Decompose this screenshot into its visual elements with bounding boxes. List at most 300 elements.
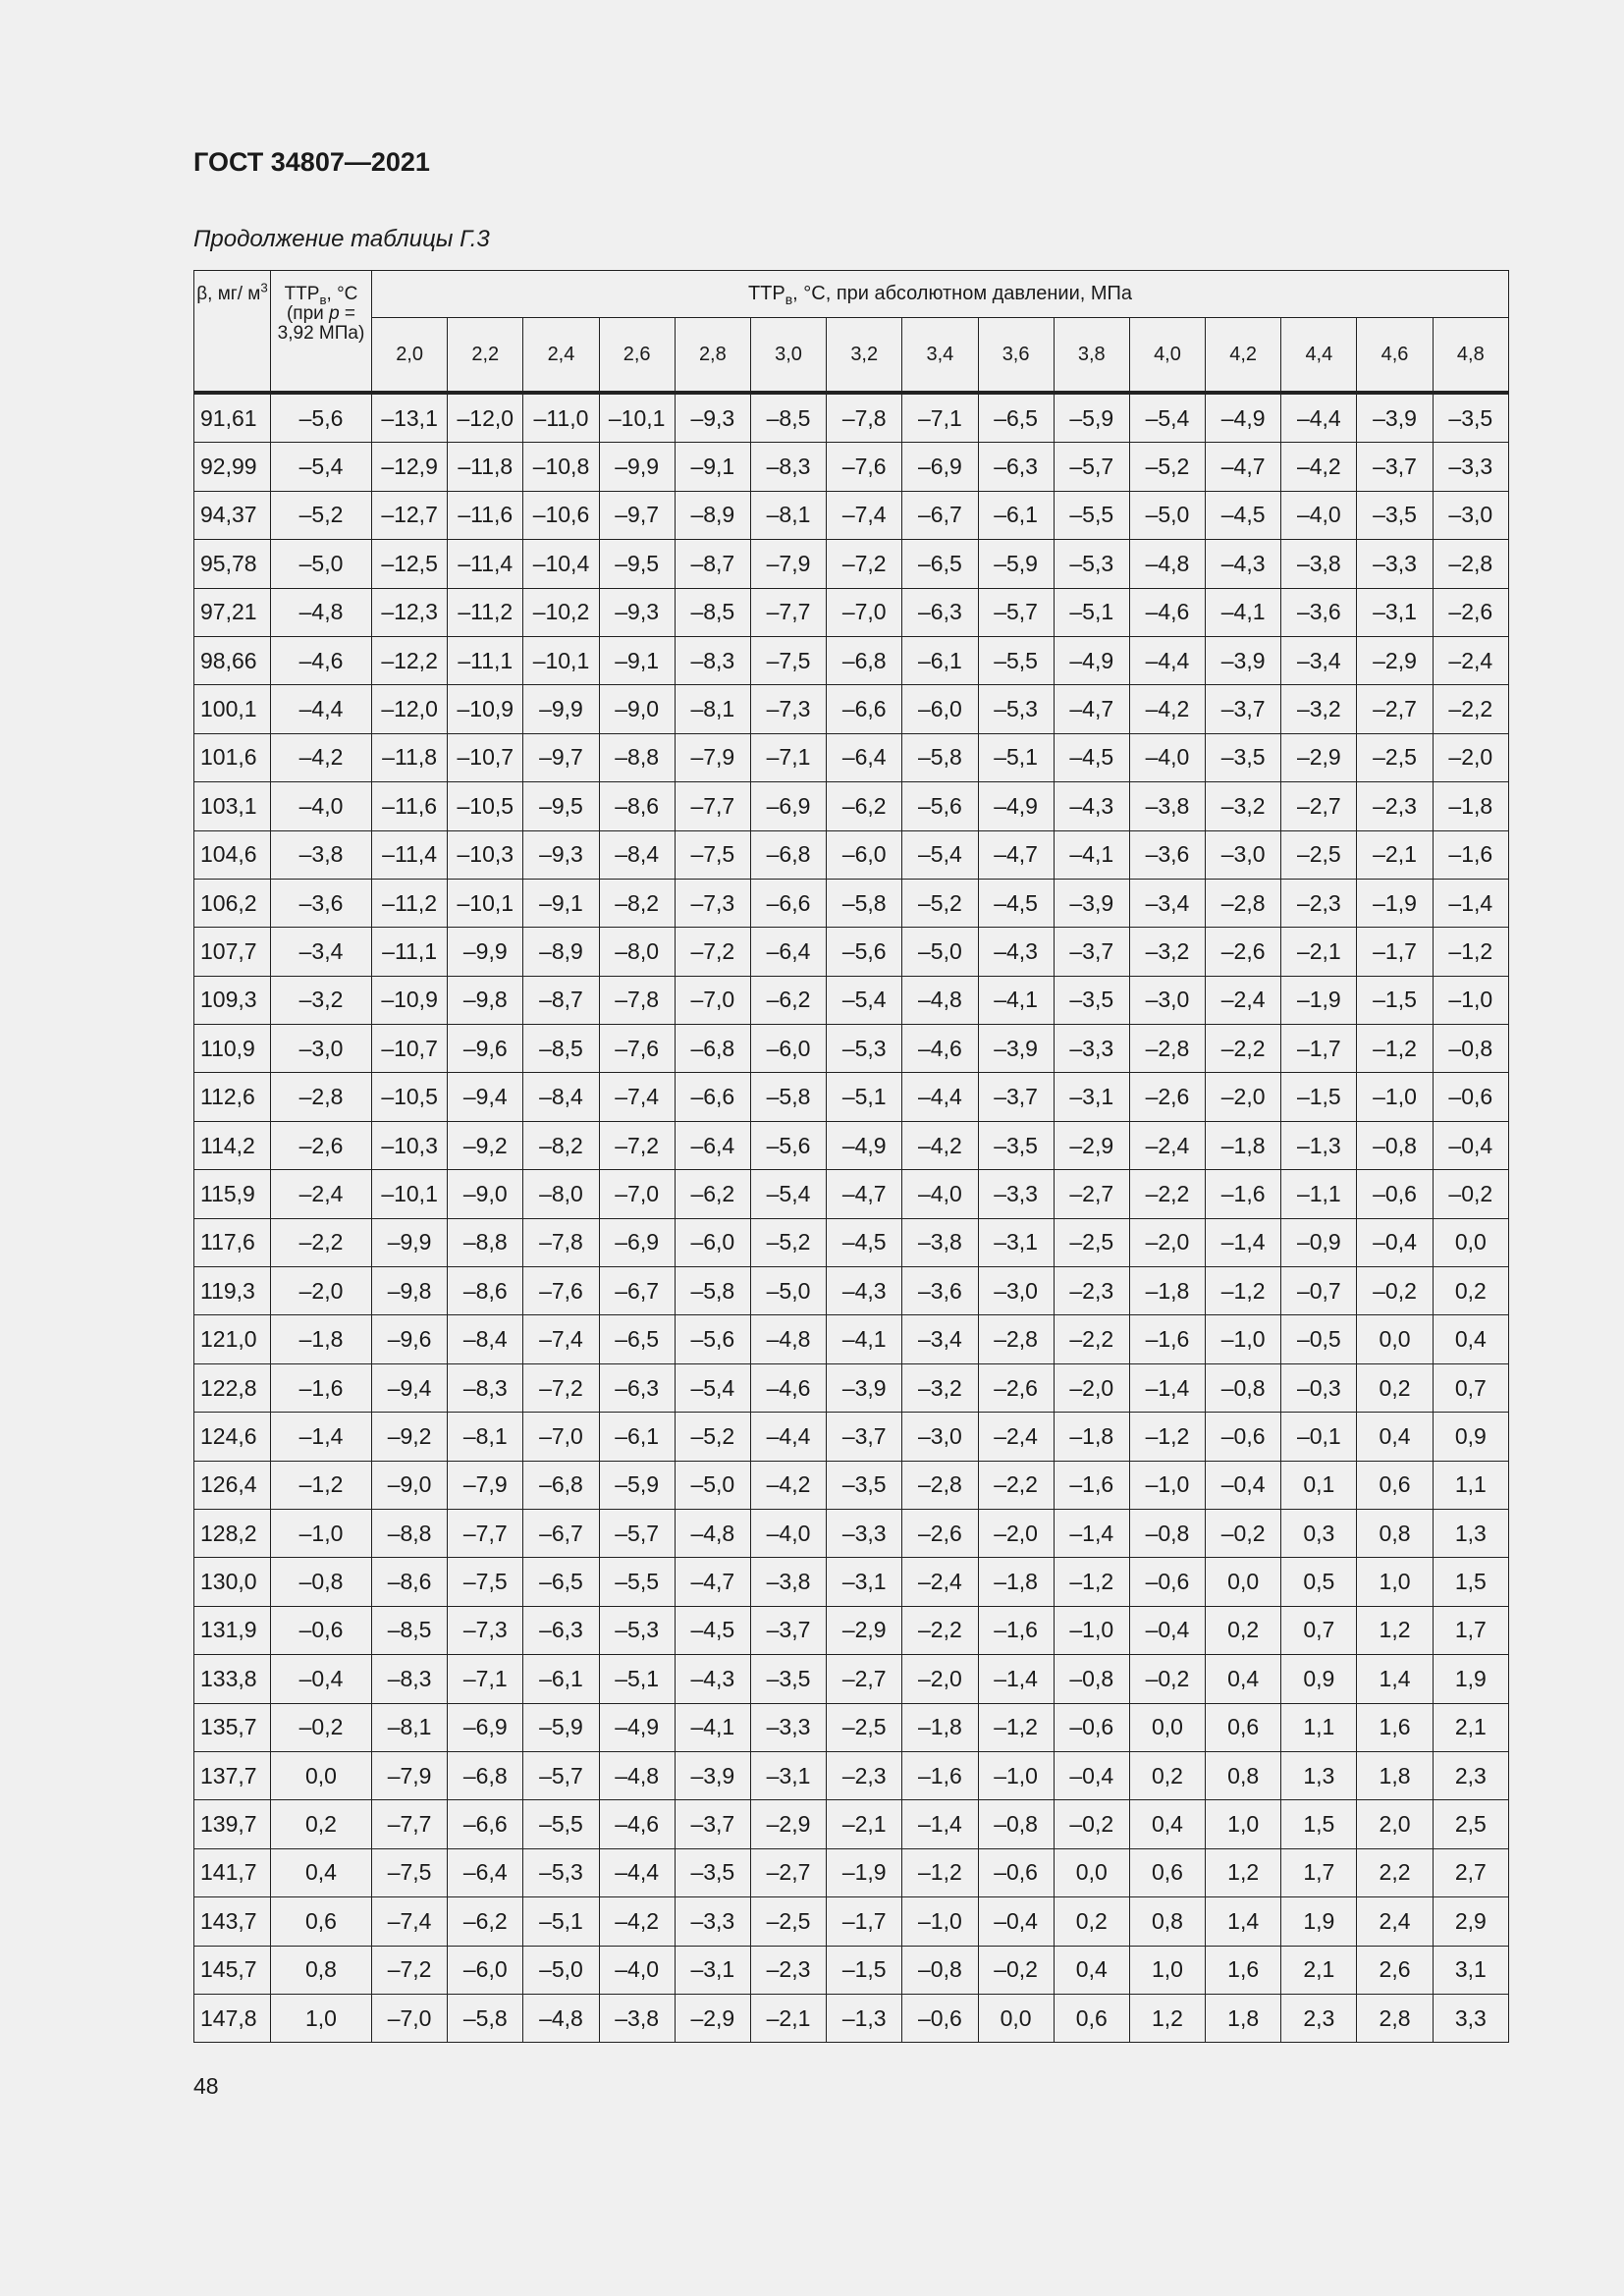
pressure-value-cell: –0,4 bbox=[1129, 1606, 1205, 1654]
pressure-value-cell: 0,4 bbox=[1433, 1315, 1508, 1363]
pressure-value-cell: –7,4 bbox=[372, 1897, 448, 1946]
pressure-value-cell: –2,7 bbox=[750, 1848, 826, 1896]
pressure-value-cell: –7,2 bbox=[599, 1121, 675, 1169]
pressure-value-cell: –9,7 bbox=[599, 491, 675, 539]
pressure-value-cell: –7,6 bbox=[599, 1025, 675, 1073]
pressure-value-cell: –7,6 bbox=[827, 443, 902, 491]
table-row bbox=[194, 1897, 1509, 1946]
pressure-value-cell: –4,0 bbox=[750, 1509, 826, 1557]
pressure-value-cell: –9,9 bbox=[448, 928, 523, 976]
pressure-value-cell: 0,2 bbox=[1357, 1363, 1433, 1412]
pressure-value-cell: –9,5 bbox=[599, 540, 675, 588]
pressure-value-cell: –3,2 bbox=[1206, 782, 1281, 830]
pressure-value-cell: 1,5 bbox=[1433, 1558, 1508, 1606]
pressure-header-cell: 3,0 bbox=[750, 318, 826, 394]
pressure-value-cell: –3,4 bbox=[1129, 879, 1205, 927]
pressure-value-cell: 1,8 bbox=[1206, 1994, 1281, 2042]
pressure-value-cell: –1,5 bbox=[1357, 976, 1433, 1024]
pressure-value-cell: –2,3 bbox=[1281, 879, 1357, 927]
ttp-label-rest: , °С (при bbox=[286, 284, 358, 324]
pressure-value-cell: –6,0 bbox=[827, 830, 902, 879]
table-row bbox=[194, 928, 1509, 976]
ttp-cell: –1,2 bbox=[271, 1461, 372, 1509]
pressure-value-cell: –4,2 bbox=[750, 1461, 826, 1509]
pressure-value-cell: 2,7 bbox=[1433, 1848, 1508, 1896]
pressure-header-cell: 2,0 bbox=[372, 318, 448, 394]
pressure-value-cell: –5,0 bbox=[1129, 491, 1205, 539]
pressure-value-cell: –2,6 bbox=[1206, 928, 1281, 976]
pressure-value-cell: 0,7 bbox=[1433, 1363, 1508, 1412]
beta-cell: 112,6 bbox=[194, 1073, 271, 1121]
pressure-value-cell: –2,0 bbox=[1206, 1073, 1281, 1121]
table-row bbox=[194, 1703, 1509, 1751]
pressure-value-cell: –0,8 bbox=[1129, 1509, 1205, 1557]
pressure-value-cell: 1,2 bbox=[1206, 1848, 1281, 1896]
pressure-value-cell: –7,6 bbox=[523, 1267, 599, 1315]
pressure-value-cell: –1,4 bbox=[1206, 1218, 1281, 1266]
pressure-value-cell: –8,2 bbox=[599, 879, 675, 927]
pressure-value-cell: –12,5 bbox=[372, 540, 448, 588]
table-row bbox=[194, 1558, 1509, 1606]
table-row bbox=[194, 1267, 1509, 1315]
pressure-value-cell: –4,8 bbox=[902, 976, 978, 1024]
pressure-value-cell: –0,8 bbox=[1206, 1363, 1281, 1412]
table-row bbox=[194, 1170, 1509, 1218]
pressure-value-cell: –6,6 bbox=[675, 1073, 750, 1121]
pressure-value-cell: –7,8 bbox=[523, 1218, 599, 1266]
document-header: ГОСТ 34807—2021 bbox=[193, 147, 430, 177]
pressure-value-cell: –4,9 bbox=[1206, 393, 1281, 443]
pressure-value-cell: –4,5 bbox=[978, 879, 1054, 927]
pressure-value-cell: –4,0 bbox=[902, 1170, 978, 1218]
pressure-value-cell: –10,5 bbox=[372, 1073, 448, 1121]
pressure-value-cell: –8,3 bbox=[675, 636, 750, 684]
pressure-value-cell: –4,1 bbox=[1054, 830, 1129, 879]
table-head bbox=[194, 271, 1509, 394]
pressure-value-cell: 1,2 bbox=[1357, 1606, 1433, 1654]
pressure-value-cell: –5,4 bbox=[750, 1170, 826, 1218]
pressure-value-cell: –7,2 bbox=[372, 1946, 448, 1994]
pressure-value-cell: 0,7 bbox=[1281, 1606, 1357, 1654]
pressure-value-cell: –1,4 bbox=[902, 1800, 978, 1848]
pressure-value-cell: –4,4 bbox=[599, 1848, 675, 1896]
pressure-value-cell: –5,0 bbox=[750, 1267, 826, 1315]
pressure-value-cell: –7,8 bbox=[599, 976, 675, 1024]
table-row bbox=[194, 685, 1509, 733]
pressure-value-cell: –5,5 bbox=[978, 636, 1054, 684]
pressure-value-cell: –8,0 bbox=[599, 928, 675, 976]
pressure-value-cell: –10,5 bbox=[448, 782, 523, 830]
pressure-value-cell: –2,9 bbox=[1054, 1121, 1129, 1169]
pressure-value-cell: –1,2 bbox=[1357, 1025, 1433, 1073]
pressure-value-cell: –9,0 bbox=[372, 1461, 448, 1509]
pressure-value-cell: –5,3 bbox=[827, 1025, 902, 1073]
pressure-value-cell: 0,0 bbox=[1357, 1315, 1433, 1363]
pressure-value-cell: –7,3 bbox=[448, 1606, 523, 1654]
pressure-value-cell: –5,6 bbox=[675, 1315, 750, 1363]
pressure-value-cell: –3,9 bbox=[978, 1025, 1054, 1073]
pressure-value-cell: –3,3 bbox=[827, 1509, 902, 1557]
pressure-value-cell: –3,5 bbox=[675, 1848, 750, 1896]
pressure-value-cell: –5,5 bbox=[599, 1558, 675, 1606]
pressure-value-cell: –4,9 bbox=[1054, 636, 1129, 684]
pressure-value-cell: –2,5 bbox=[1357, 733, 1433, 781]
pressure-value-cell: –3,7 bbox=[978, 1073, 1054, 1121]
pressure-value-cell: –3,5 bbox=[750, 1655, 826, 1703]
pressure-value-cell: –9,7 bbox=[523, 733, 599, 781]
pressure-value-cell: –4,8 bbox=[750, 1315, 826, 1363]
pressure-value-cell: –2,7 bbox=[1054, 1170, 1129, 1218]
pressure-value-cell: –5,3 bbox=[1054, 540, 1129, 588]
pressure-value-cell: –2,0 bbox=[978, 1509, 1054, 1557]
pressure-value-cell: –8,0 bbox=[523, 1170, 599, 1218]
pressure-value-cell: –7,5 bbox=[372, 1848, 448, 1896]
pressure-value-cell: –3,5 bbox=[978, 1121, 1054, 1169]
pressure-value-cell: –1,6 bbox=[1206, 1170, 1281, 1218]
pressure-value-cell: –5,4 bbox=[1129, 393, 1205, 443]
pressure-value-cell: –6,7 bbox=[523, 1509, 599, 1557]
pressure-value-cell: –11,4 bbox=[448, 540, 523, 588]
pressure-value-cell: –2,6 bbox=[1433, 588, 1508, 636]
pressure-value-cell: –1,3 bbox=[1281, 1121, 1357, 1169]
pressure-value-cell: –5,3 bbox=[599, 1606, 675, 1654]
beta-cell: 143,7 bbox=[194, 1897, 271, 1946]
table-row bbox=[194, 1800, 1509, 1848]
ttp-cell: 0,4 bbox=[271, 1848, 372, 1896]
table-row bbox=[194, 1461, 1509, 1509]
pressure-value-cell: –9,4 bbox=[372, 1363, 448, 1412]
pressure-value-cell: –6,5 bbox=[599, 1315, 675, 1363]
pressure-value-cell: –0,8 bbox=[1054, 1655, 1129, 1703]
pressure-value-cell: –7,0 bbox=[675, 976, 750, 1024]
pressure-value-cell: –7,7 bbox=[675, 782, 750, 830]
pressure-value-cell: –1,8 bbox=[902, 1703, 978, 1751]
pressure-value-cell: –2,8 bbox=[1433, 540, 1508, 588]
pressure-value-cell: –6,4 bbox=[448, 1848, 523, 1896]
beta-cell: 119,3 bbox=[194, 1267, 271, 1315]
table-row bbox=[194, 1994, 1509, 2042]
pressure-value-cell: –3,9 bbox=[1054, 879, 1129, 927]
pressure-value-cell: –3,9 bbox=[827, 1363, 902, 1412]
pressure-value-cell: –5,0 bbox=[523, 1946, 599, 1994]
pressure-value-cell: –1,9 bbox=[827, 1848, 902, 1896]
beta-label: β, мг/ м bbox=[196, 284, 261, 304]
pressure-value-cell: –6,8 bbox=[675, 1025, 750, 1073]
pressure-value-cell: –4,6 bbox=[599, 1800, 675, 1848]
pressure-value-cell: 1,0 bbox=[1129, 1946, 1205, 1994]
pressure-value-cell: 3,1 bbox=[1433, 1946, 1508, 1994]
pressure-value-cell: –4,1 bbox=[675, 1703, 750, 1751]
pressure-value-cell: –3,8 bbox=[1129, 782, 1205, 830]
pressure-value-cell: –9,6 bbox=[448, 1025, 523, 1073]
pressure-value-cell: 1,7 bbox=[1433, 1606, 1508, 1654]
pressure-value-cell: –1,6 bbox=[1433, 830, 1508, 879]
pressure-value-cell: –3,9 bbox=[1206, 636, 1281, 684]
pressure-value-cell: –3,1 bbox=[1054, 1073, 1129, 1121]
pressure-value-cell: –5,8 bbox=[902, 733, 978, 781]
pressure-value-cell: –1,0 bbox=[902, 1897, 978, 1946]
pressure-value-cell: –3,2 bbox=[1281, 685, 1357, 733]
pressure-value-cell: –1,8 bbox=[1433, 782, 1508, 830]
beta-cell: 98,66 bbox=[194, 636, 271, 684]
pressure-value-cell: –1,6 bbox=[1054, 1461, 1129, 1509]
pressure-header-cell: 4,8 bbox=[1433, 318, 1508, 394]
pressure-value-cell: –6,5 bbox=[902, 540, 978, 588]
pressure-value-cell: –8,4 bbox=[448, 1315, 523, 1363]
pressure-value-cell: –5,5 bbox=[523, 1800, 599, 1848]
pressure-value-cell: –8,8 bbox=[599, 733, 675, 781]
pressure-value-cell: 2,2 bbox=[1357, 1848, 1433, 1896]
pressure-value-cell: –4,3 bbox=[1206, 540, 1281, 588]
pressure-value-cell: 0,0 bbox=[1054, 1848, 1129, 1896]
ttp-cell: –2,6 bbox=[271, 1121, 372, 1169]
pressure-header-cell: 4,6 bbox=[1357, 318, 1433, 394]
beta-cell: 145,7 bbox=[194, 1946, 271, 1994]
pressure-value-cell: –1,0 bbox=[1129, 1461, 1205, 1509]
table-row bbox=[194, 1025, 1509, 1073]
pressure-value-cell: –2,9 bbox=[827, 1606, 902, 1654]
pressure-value-cell: –6,9 bbox=[902, 443, 978, 491]
pressure-value-cell: –4,7 bbox=[978, 830, 1054, 879]
pressure-value-cell: –7,4 bbox=[827, 491, 902, 539]
pressure-value-cell: –4,5 bbox=[1054, 733, 1129, 781]
pressure-value-cell: –9,1 bbox=[523, 879, 599, 927]
pressure-value-cell: –5,6 bbox=[827, 928, 902, 976]
pressure-value-cell: –11,6 bbox=[448, 491, 523, 539]
pressure-value-cell: –0,8 bbox=[1357, 1121, 1433, 1169]
pressure-value-cell: –1,5 bbox=[827, 1946, 902, 1994]
beta-cell: 117,6 bbox=[194, 1218, 271, 1266]
pressure-value-cell: –2,2 bbox=[1433, 685, 1508, 733]
pressure-value-cell: –5,1 bbox=[827, 1073, 902, 1121]
pressure-value-cell: –9,0 bbox=[448, 1170, 523, 1218]
pressure-value-cell: –3,8 bbox=[599, 1994, 675, 2042]
pressure-value-cell: –9,5 bbox=[523, 782, 599, 830]
pressure-value-cell: –1,8 bbox=[1129, 1267, 1205, 1315]
ttp-label-subscript: в bbox=[319, 292, 327, 307]
pressure-value-cell: –2,2 bbox=[1206, 1025, 1281, 1073]
pressure-value-cell: 1,0 bbox=[1357, 1558, 1433, 1606]
table-row bbox=[194, 830, 1509, 879]
pressure-value-cell: –6,0 bbox=[675, 1218, 750, 1266]
pressure-value-cell: –4,2 bbox=[1281, 443, 1357, 491]
ttp-cell: –2,4 bbox=[271, 1170, 372, 1218]
table-row bbox=[194, 976, 1509, 1024]
pressure-value-cell: 1,3 bbox=[1433, 1509, 1508, 1557]
pressure-value-cell: –0,2 bbox=[1129, 1655, 1205, 1703]
pressure-value-cell: –7,1 bbox=[902, 393, 978, 443]
pressure-value-cell: –4,1 bbox=[978, 976, 1054, 1024]
pressure-value-cell: –9,9 bbox=[599, 443, 675, 491]
pressure-value-cell: –3,0 bbox=[1129, 976, 1205, 1024]
ttp-label: ТТР bbox=[284, 284, 320, 304]
pressure-value-cell: –0,6 bbox=[1206, 1413, 1281, 1461]
pressure-value-cell: –5,6 bbox=[902, 782, 978, 830]
pressure-value-cell: –8,3 bbox=[372, 1655, 448, 1703]
pressure-value-cell: –8,3 bbox=[448, 1363, 523, 1412]
pressure-value-cell: –5,1 bbox=[523, 1897, 599, 1946]
pressure-value-cell: –5,1 bbox=[599, 1655, 675, 1703]
pressure-value-cell: 2,4 bbox=[1357, 1897, 1433, 1946]
pressure-group-header bbox=[372, 271, 1509, 318]
beta-cell: 128,2 bbox=[194, 1509, 271, 1557]
pressure-value-cell: –2,4 bbox=[902, 1558, 978, 1606]
pressure-value-cell: –3,6 bbox=[902, 1267, 978, 1315]
pressure-value-cell: –7,9 bbox=[750, 540, 826, 588]
pressure-value-cell: –7,7 bbox=[448, 1509, 523, 1557]
pressure-value-cell: –2,4 bbox=[1433, 636, 1508, 684]
pressure-value-cell: –5,2 bbox=[1129, 443, 1205, 491]
pressure-value-cell: –6,1 bbox=[978, 491, 1054, 539]
pressure-value-cell: –1,0 bbox=[1206, 1315, 1281, 1363]
pressure-value-cell: –3,3 bbox=[750, 1703, 826, 1751]
pressure-value-cell: –5,3 bbox=[523, 1848, 599, 1896]
pressure-value-cell: –6,6 bbox=[827, 685, 902, 733]
pressure-value-cell: –8,1 bbox=[372, 1703, 448, 1751]
pressure-value-cell: –3,7 bbox=[675, 1800, 750, 1848]
pressure-value-cell: –2,1 bbox=[750, 1994, 826, 2042]
pressure-value-cell: –1,8 bbox=[978, 1558, 1054, 1606]
page-number: 48 bbox=[193, 2073, 219, 2099]
pressure-value-cell: –3,3 bbox=[1433, 443, 1508, 491]
pressure-value-cell: –8,4 bbox=[599, 830, 675, 879]
pressure-value-cell: –0,8 bbox=[978, 1800, 1054, 1848]
pressure-value-cell: –3,4 bbox=[902, 1315, 978, 1363]
pressure-value-cell: –5,2 bbox=[750, 1218, 826, 1266]
pressure-value-cell: –1,4 bbox=[978, 1655, 1054, 1703]
ttp-cell: –3,4 bbox=[271, 928, 372, 976]
pressure-value-cell: –7,0 bbox=[827, 588, 902, 636]
pressure-value-cell: –3,1 bbox=[978, 1218, 1054, 1266]
pressure-value-cell: –7,7 bbox=[750, 588, 826, 636]
pressure-value-cell: –10,1 bbox=[372, 1170, 448, 1218]
beta-cell: 131,9 bbox=[194, 1606, 271, 1654]
pressure-value-cell: 2,0 bbox=[1357, 1800, 1433, 1848]
pressure-value-cell: –4,5 bbox=[827, 1218, 902, 1266]
pressure-value-cell: –6,5 bbox=[978, 393, 1054, 443]
pressure-value-cell: –5,5 bbox=[1054, 491, 1129, 539]
ttp-cell: 1,0 bbox=[271, 1994, 372, 2042]
pressure-header-cell: 3,6 bbox=[978, 318, 1054, 394]
pressure-value-cell: –4,4 bbox=[902, 1073, 978, 1121]
pressure-value-cell: –1,2 bbox=[902, 1848, 978, 1896]
pressure-value-cell: –2,4 bbox=[1206, 976, 1281, 1024]
pressure-value-cell: –6,4 bbox=[675, 1121, 750, 1169]
pressure-value-cell: –4,5 bbox=[1206, 491, 1281, 539]
pressure-value-cell: –10,3 bbox=[448, 830, 523, 879]
pressure-value-cell: 1,6 bbox=[1357, 1703, 1433, 1751]
pressure-value-cell: –8,8 bbox=[372, 1509, 448, 1557]
pressure-value-cell: –2,8 bbox=[1129, 1025, 1205, 1073]
pressure-value-cell: –1,7 bbox=[1357, 928, 1433, 976]
pressure-value-cell: –2,6 bbox=[902, 1509, 978, 1557]
beta-cell: 114,2 bbox=[194, 1121, 271, 1169]
pressure-value-cell: –9,6 bbox=[372, 1315, 448, 1363]
pressure-value-cell: –8,9 bbox=[523, 928, 599, 976]
pressure-value-cell: –4,4 bbox=[750, 1413, 826, 1461]
table-row bbox=[194, 443, 1509, 491]
pressure-value-cell: –8,3 bbox=[750, 443, 826, 491]
pressure-value-cell: 2,3 bbox=[1281, 1994, 1357, 2042]
pressure-value-cell: 2,5 bbox=[1433, 1800, 1508, 1848]
pressure-value-cell: –2,7 bbox=[1357, 685, 1433, 733]
pressure-value-cell: –6,1 bbox=[599, 1413, 675, 1461]
pressure-value-cell: –6,0 bbox=[750, 1025, 826, 1073]
pressure-value-cell: –3,0 bbox=[1433, 491, 1508, 539]
pressure-value-cell: –7,9 bbox=[372, 1751, 448, 1799]
pressure-value-cell: –5,2 bbox=[675, 1413, 750, 1461]
pressure-value-cell: –2,0 bbox=[1054, 1363, 1129, 1412]
beta-cell: 133,8 bbox=[194, 1655, 271, 1703]
pressure-value-cell: –0,8 bbox=[902, 1946, 978, 1994]
beta-cell: 139,7 bbox=[194, 1800, 271, 1848]
beta-cell: 106,2 bbox=[194, 879, 271, 927]
pressure-value-cell: –3,8 bbox=[1281, 540, 1357, 588]
pressure-value-cell: 1,1 bbox=[1281, 1703, 1357, 1751]
pressure-value-cell: –6,1 bbox=[523, 1655, 599, 1703]
pressure-value-cell: –6,2 bbox=[448, 1897, 523, 1946]
pressure-value-cell: –0,7 bbox=[1281, 1267, 1357, 1315]
pressure-value-cell: –5,9 bbox=[1054, 393, 1129, 443]
table-row bbox=[194, 1121, 1509, 1169]
ttp-cell: 0,2 bbox=[271, 1800, 372, 1848]
table-caption: Продолжение таблицы Г.3 bbox=[193, 226, 490, 252]
ttp-cell: –1,6 bbox=[271, 1363, 372, 1412]
pressure-value-cell: –5,0 bbox=[675, 1461, 750, 1509]
pressure-value-cell: 1,9 bbox=[1281, 1897, 1357, 1946]
table-row bbox=[194, 1073, 1509, 1121]
pressure-value-cell: –12,3 bbox=[372, 588, 448, 636]
ttp-cell: –3,8 bbox=[271, 830, 372, 879]
pressure-value-cell: –6,8 bbox=[750, 830, 826, 879]
beta-cell: 107,7 bbox=[194, 928, 271, 976]
pressure-value-cell: –1,9 bbox=[1357, 879, 1433, 927]
pressure-value-cell: –7,1 bbox=[750, 733, 826, 781]
pressure-value-cell: –2,5 bbox=[750, 1897, 826, 1946]
pressure-value-cell: –2,5 bbox=[1054, 1218, 1129, 1266]
pressure-value-cell: 1,0 bbox=[1206, 1800, 1281, 1848]
pressure-value-cell: –3,2 bbox=[902, 1363, 978, 1412]
pressure-value-cell: 2,1 bbox=[1433, 1703, 1508, 1751]
pressure-value-cell: –2,9 bbox=[675, 1994, 750, 2042]
pressure-value-cell: –3,9 bbox=[675, 1751, 750, 1799]
pressure-value-cell: –4,9 bbox=[978, 782, 1054, 830]
pressure-value-cell: –2,6 bbox=[978, 1363, 1054, 1412]
table-row bbox=[194, 636, 1509, 684]
pressure-value-cell: –8,6 bbox=[599, 782, 675, 830]
pressure-value-cell: –3,0 bbox=[1206, 830, 1281, 879]
pressure-value-cell: –9,2 bbox=[372, 1413, 448, 1461]
pressure-value-cell: –4,0 bbox=[1281, 491, 1357, 539]
group-label-rest: , °С, при абсолютном давлении, МПа bbox=[792, 283, 1133, 304]
pressure-value-cell: –1,1 bbox=[1281, 1170, 1357, 1218]
pressure-value-cell: –3,5 bbox=[827, 1461, 902, 1509]
pressure-value-cell: –5,7 bbox=[523, 1751, 599, 1799]
pressure-value-cell: –1,6 bbox=[902, 1751, 978, 1799]
beta-cell: 91,61 bbox=[194, 393, 271, 443]
pressure-value-cell: –2,8 bbox=[902, 1461, 978, 1509]
pressure-value-cell: –7,5 bbox=[675, 830, 750, 879]
ttp-cell: –3,0 bbox=[271, 1025, 372, 1073]
ttp-cell: 0,8 bbox=[271, 1946, 372, 1994]
pressure-value-cell: –7,2 bbox=[675, 928, 750, 976]
pressure-value-cell: –13,1 bbox=[372, 393, 448, 443]
pressure-value-cell: –4,3 bbox=[1054, 782, 1129, 830]
pressure-value-cell: –5,4 bbox=[675, 1363, 750, 1412]
pressure-value-cell: –3,3 bbox=[978, 1170, 1054, 1218]
pressure-value-cell: –4,4 bbox=[1281, 393, 1357, 443]
pressure-value-cell: –9,1 bbox=[599, 636, 675, 684]
